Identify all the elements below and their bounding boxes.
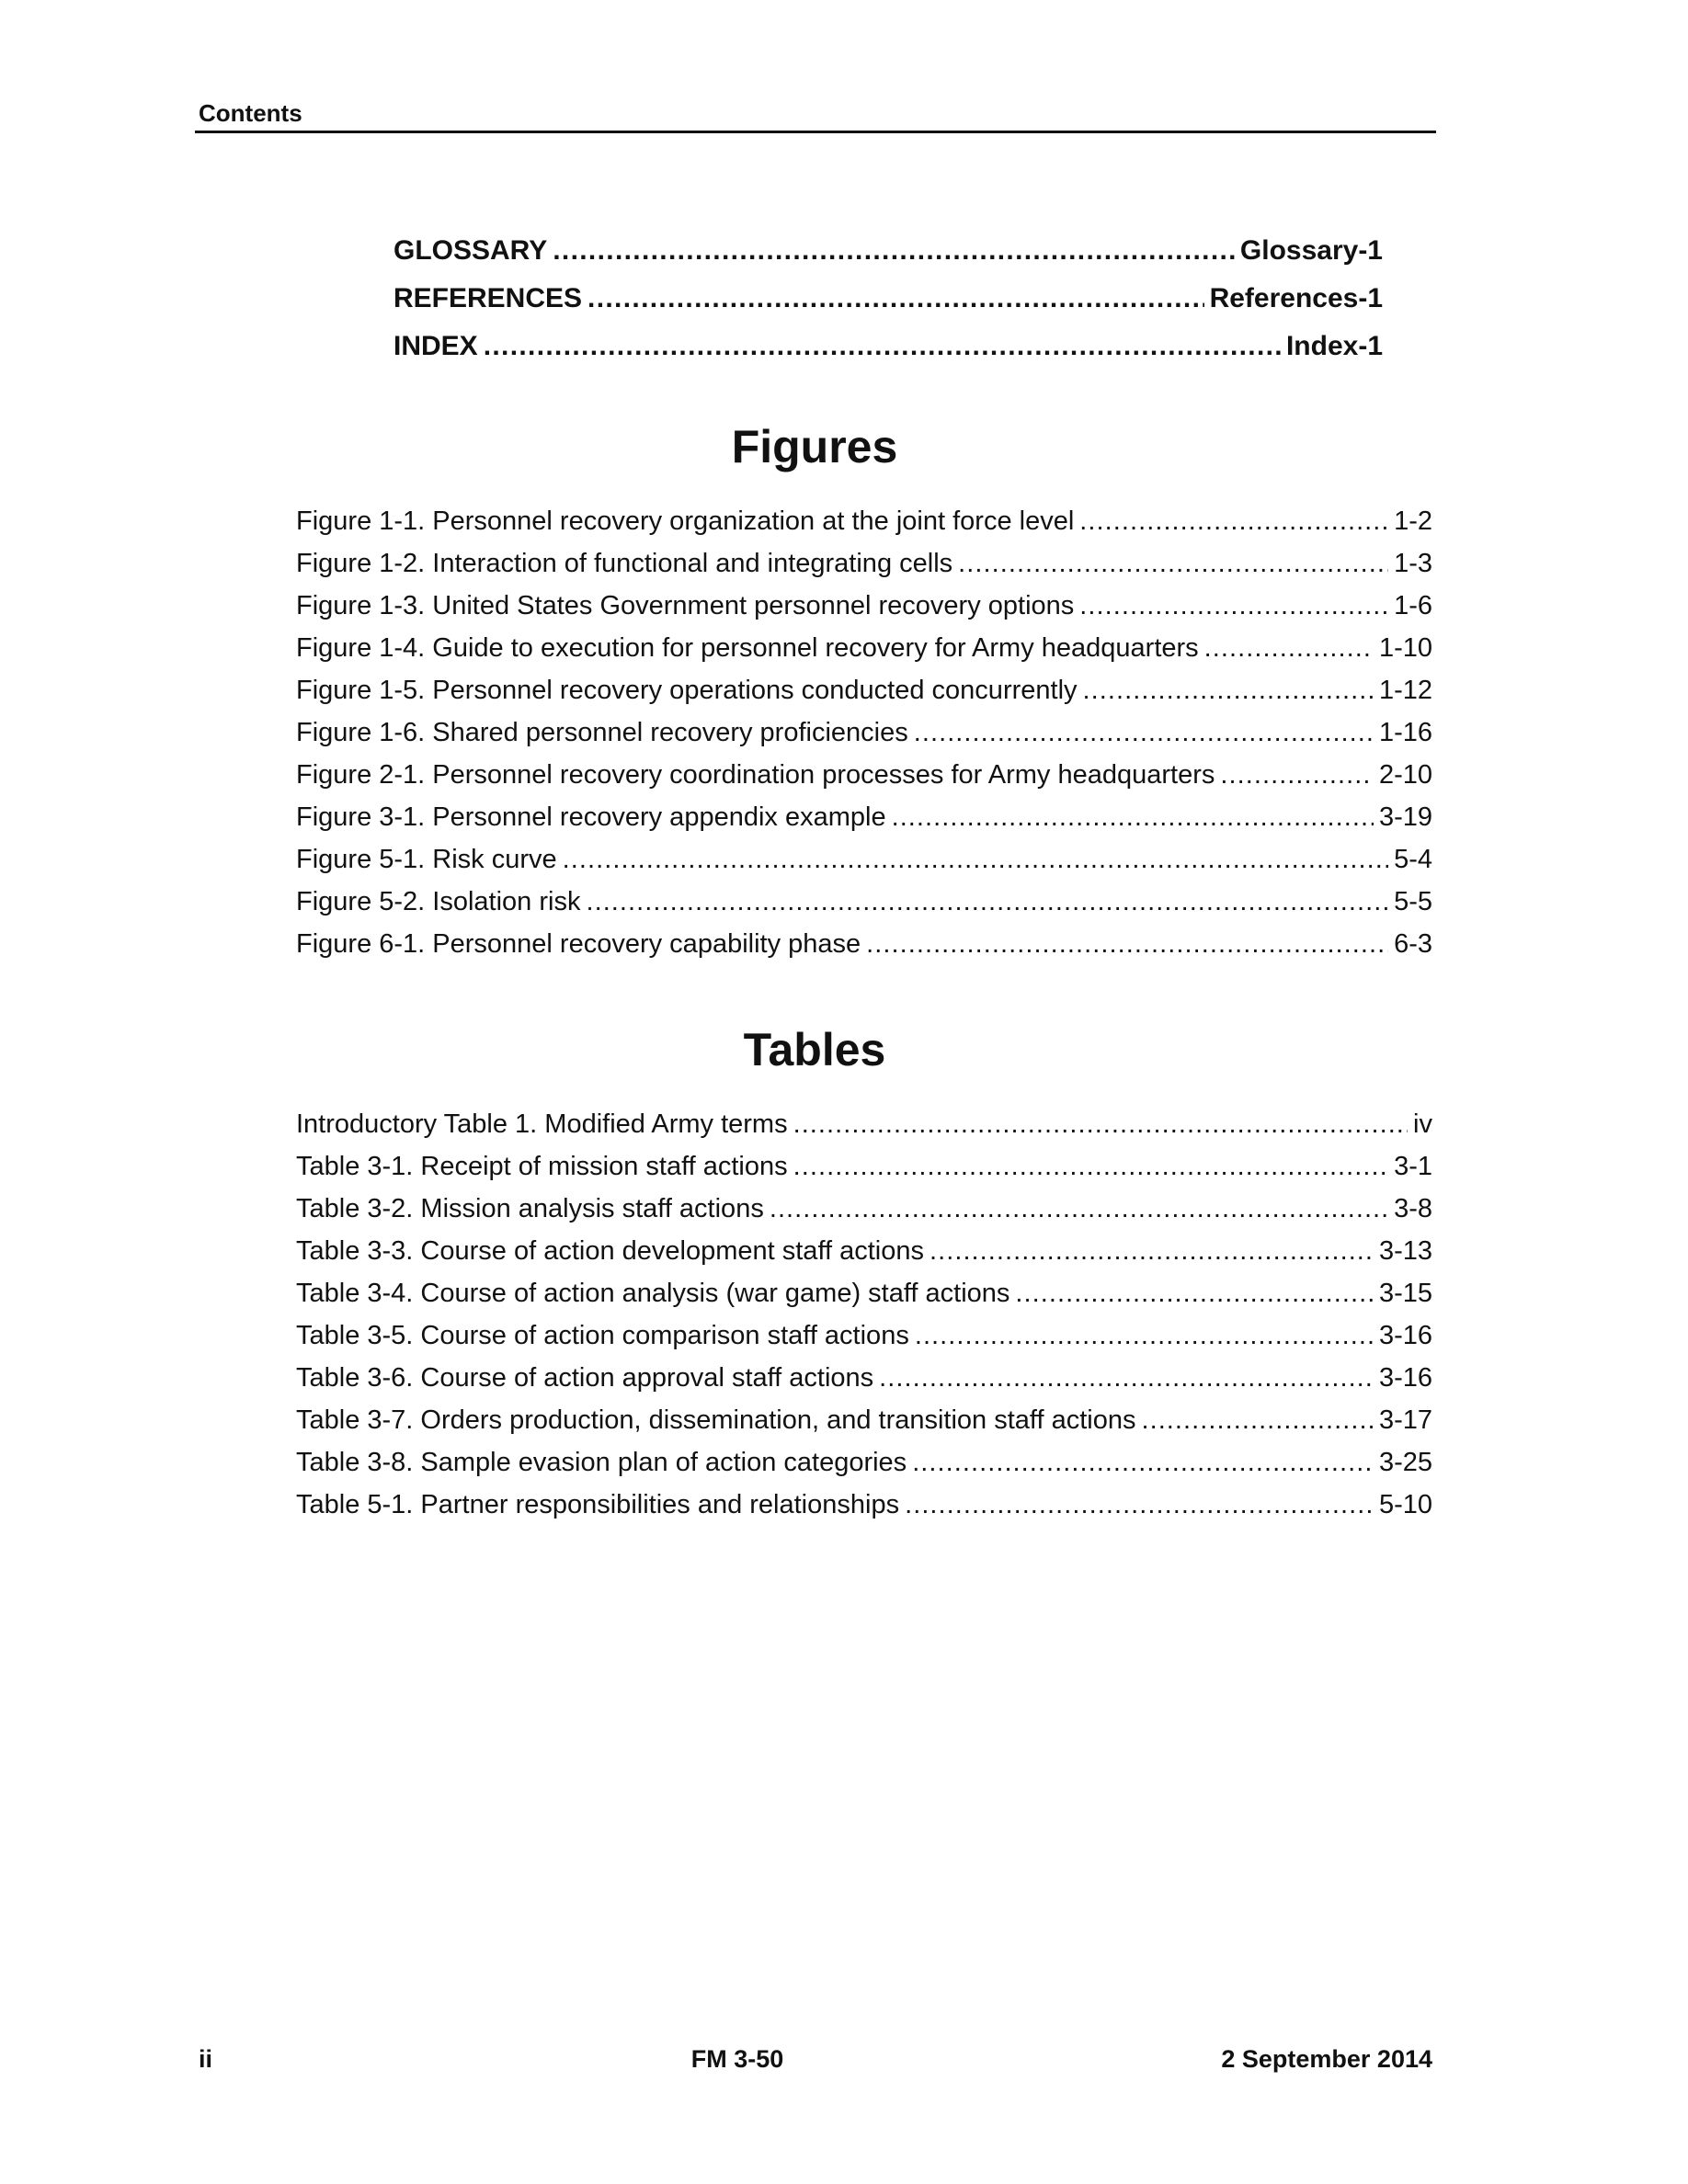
table-entry[interactable] — [296, 1188, 1432, 1230]
footer-date: 2 September 2014 — [1221, 2045, 1432, 2073]
table-entry-page: iv — [1413, 1109, 1432, 1139]
figure-entry[interactable] — [296, 923, 1432, 965]
figure-entry-label: Figure 1-3. United States Government personnel recovery options — [296, 591, 1075, 620]
figure-entry-page: 5-5 — [1394, 887, 1432, 916]
dot-leader — [1204, 627, 1374, 669]
dot-leader — [915, 1314, 1374, 1357]
dot-leader — [553, 227, 1235, 275]
dot-leader — [866, 923, 1388, 965]
figure-entry[interactable] — [296, 542, 1432, 585]
figure-entry-label: Figure 2-1. Personnel recovery coordination processes for Army headquarters — [296, 760, 1215, 790]
toc-entry-label: REFERENCES — [393, 283, 583, 313]
toc-entry-page: Index-1 — [1285, 331, 1383, 361]
back-matter-list — [393, 227, 1383, 370]
table-entry-page: 3-16 — [1378, 1321, 1432, 1350]
table-entry-label: Table 3-7. Orders production, dissemination, and transition staff actions — [296, 1405, 1136, 1435]
dot-leader — [587, 275, 1204, 323]
figures-list — [296, 500, 1432, 965]
figure-entry-label: Figure 1-5. Personnel recovery operations conducted concurrently — [296, 676, 1078, 705]
running-head-title: Contents — [199, 99, 302, 127]
dot-leader — [879, 1357, 1374, 1399]
table-entry-page: 5-10 — [1378, 1490, 1432, 1519]
table-entry-label: Table 3-5. Course of action comparison staff actions — [296, 1321, 909, 1350]
figure-entry[interactable] — [296, 500, 1432, 542]
table-entry-page: 3-17 — [1378, 1405, 1432, 1435]
table-entry[interactable] — [296, 1145, 1432, 1188]
figure-entry-page: 1-6 — [1394, 591, 1432, 620]
table-entry[interactable] — [296, 1314, 1432, 1357]
dot-leader — [793, 1145, 1388, 1188]
table-entry[interactable] — [296, 1484, 1432, 1526]
figure-entry-label: Figure 1-4. Guide to execution for personnel recovery for Army headquarters — [296, 633, 1199, 663]
toc-entry-index[interactable] — [393, 323, 1383, 370]
dot-leader — [914, 711, 1374, 754]
footer-publication: FM 3-50 — [690, 2045, 784, 2073]
figure-entry-page: 1-3 — [1394, 549, 1432, 578]
figure-entry-page: 6-3 — [1394, 929, 1432, 959]
table-entry-page: 3-15 — [1378, 1279, 1432, 1308]
figure-entry[interactable] — [296, 754, 1432, 796]
figure-entry-label: Figure 5-2. Isolation risk — [296, 887, 581, 916]
table-entry[interactable] — [296, 1103, 1432, 1145]
toc-entry-label: INDEX — [393, 331, 478, 361]
table-entry-page: 3-1 — [1394, 1152, 1432, 1181]
table-entry[interactable] — [296, 1272, 1432, 1314]
table-entry-page: 3-16 — [1378, 1363, 1432, 1393]
figure-entry[interactable] — [296, 669, 1432, 711]
table-entry[interactable] — [296, 1357, 1432, 1399]
figure-entry-label: Figure 6-1. Personnel recovery capability phase — [296, 929, 861, 959]
figure-entry-page: 1-16 — [1378, 718, 1432, 747]
figure-entry-page: 1-2 — [1394, 506, 1432, 536]
table-entry[interactable] — [296, 1230, 1432, 1272]
dot-leader — [793, 1103, 1408, 1145]
table-entry[interactable] — [296, 1441, 1432, 1484]
figure-entry[interactable] — [296, 796, 1432, 838]
figure-entry-label: Figure 3-1. Personnel recovery appendix example — [296, 802, 886, 832]
table-entry-page: 3-25 — [1378, 1448, 1432, 1477]
figure-entry[interactable] — [296, 881, 1432, 923]
table-entry-label: Table 3-3. Course of action development staff actions — [296, 1236, 924, 1266]
dot-leader — [912, 1441, 1374, 1484]
toc-entry-references[interactable] — [393, 275, 1383, 323]
table-entry-page: 3-8 — [1394, 1194, 1432, 1223]
table-entry-label: Table 3-8. Sample evasion plan of action categories — [296, 1448, 907, 1477]
figure-entry[interactable] — [296, 627, 1432, 669]
table-entry-label: Table 3-4. Course of action analysis (war game) staff actions — [296, 1279, 1010, 1308]
figure-entry-label: Figure 1-2. Interaction of functional and integrating cells — [296, 549, 953, 578]
table-entry-label: Table 3-6. Course of action approval staff actions — [296, 1363, 874, 1393]
figure-entry-page: 1-12 — [1378, 676, 1432, 705]
table-entry-label: Table 3-1. Receipt of mission staff actions — [296, 1152, 788, 1181]
dot-leader — [905, 1484, 1374, 1526]
dot-leader — [1015, 1272, 1374, 1314]
toc-entry-glossary[interactable] — [393, 227, 1383, 275]
figure-entry-label: Figure 1-1. Personnel recovery organization at the joint force level — [296, 506, 1075, 536]
running-head — [195, 97, 1436, 133]
page-footer — [195, 2042, 1432, 2076]
toc-entry-page: Glossary-1 — [1239, 235, 1383, 266]
table-entry-label: Table 5-1. Partner responsibilities and relationships — [296, 1490, 900, 1519]
figures-heading: Figures — [731, 421, 898, 472]
figure-entry-page: 5-4 — [1394, 845, 1432, 874]
dot-leader — [770, 1188, 1388, 1230]
dot-leader — [484, 323, 1281, 370]
figure-entry[interactable] — [296, 585, 1432, 627]
tables-list — [296, 1103, 1432, 1526]
figure-entry[interactable] — [296, 711, 1432, 754]
dot-leader — [930, 1230, 1374, 1272]
dot-leader — [586, 881, 1388, 923]
dot-leader — [1141, 1399, 1373, 1441]
figure-entry-page: 2-10 — [1378, 760, 1432, 790]
table-entry-page: 3-13 — [1378, 1236, 1432, 1266]
table-entry-label: Table 3-2. Mission analysis staff actions — [296, 1194, 764, 1223]
figure-entry-label: Figure 1-6. Shared personnel recovery proficiencies — [296, 718, 908, 747]
table-entry-label: Introductory Table 1. Modified Army terms — [296, 1109, 788, 1139]
dot-leader — [1079, 500, 1388, 542]
dot-leader — [1220, 754, 1374, 796]
toc-entry-label: GLOSSARY — [393, 235, 548, 266]
toc-entry-page: References-1 — [1209, 283, 1383, 313]
table-entry[interactable] — [296, 1399, 1432, 1441]
dot-leader — [892, 796, 1374, 838]
footer-page-number: ii — [199, 2045, 213, 2073]
figure-entry-page: 3-19 — [1378, 802, 1432, 832]
figure-entry-page: 1-10 — [1378, 633, 1432, 663]
tables-heading: Tables — [743, 1024, 886, 1075]
dot-leader — [958, 542, 1388, 585]
dot-leader — [563, 838, 1388, 881]
dot-leader — [1083, 669, 1374, 711]
figure-entry[interactable] — [296, 838, 1432, 881]
dot-leader — [1079, 585, 1388, 627]
figure-entry-label: Figure 5-1. Risk curve — [296, 845, 557, 874]
